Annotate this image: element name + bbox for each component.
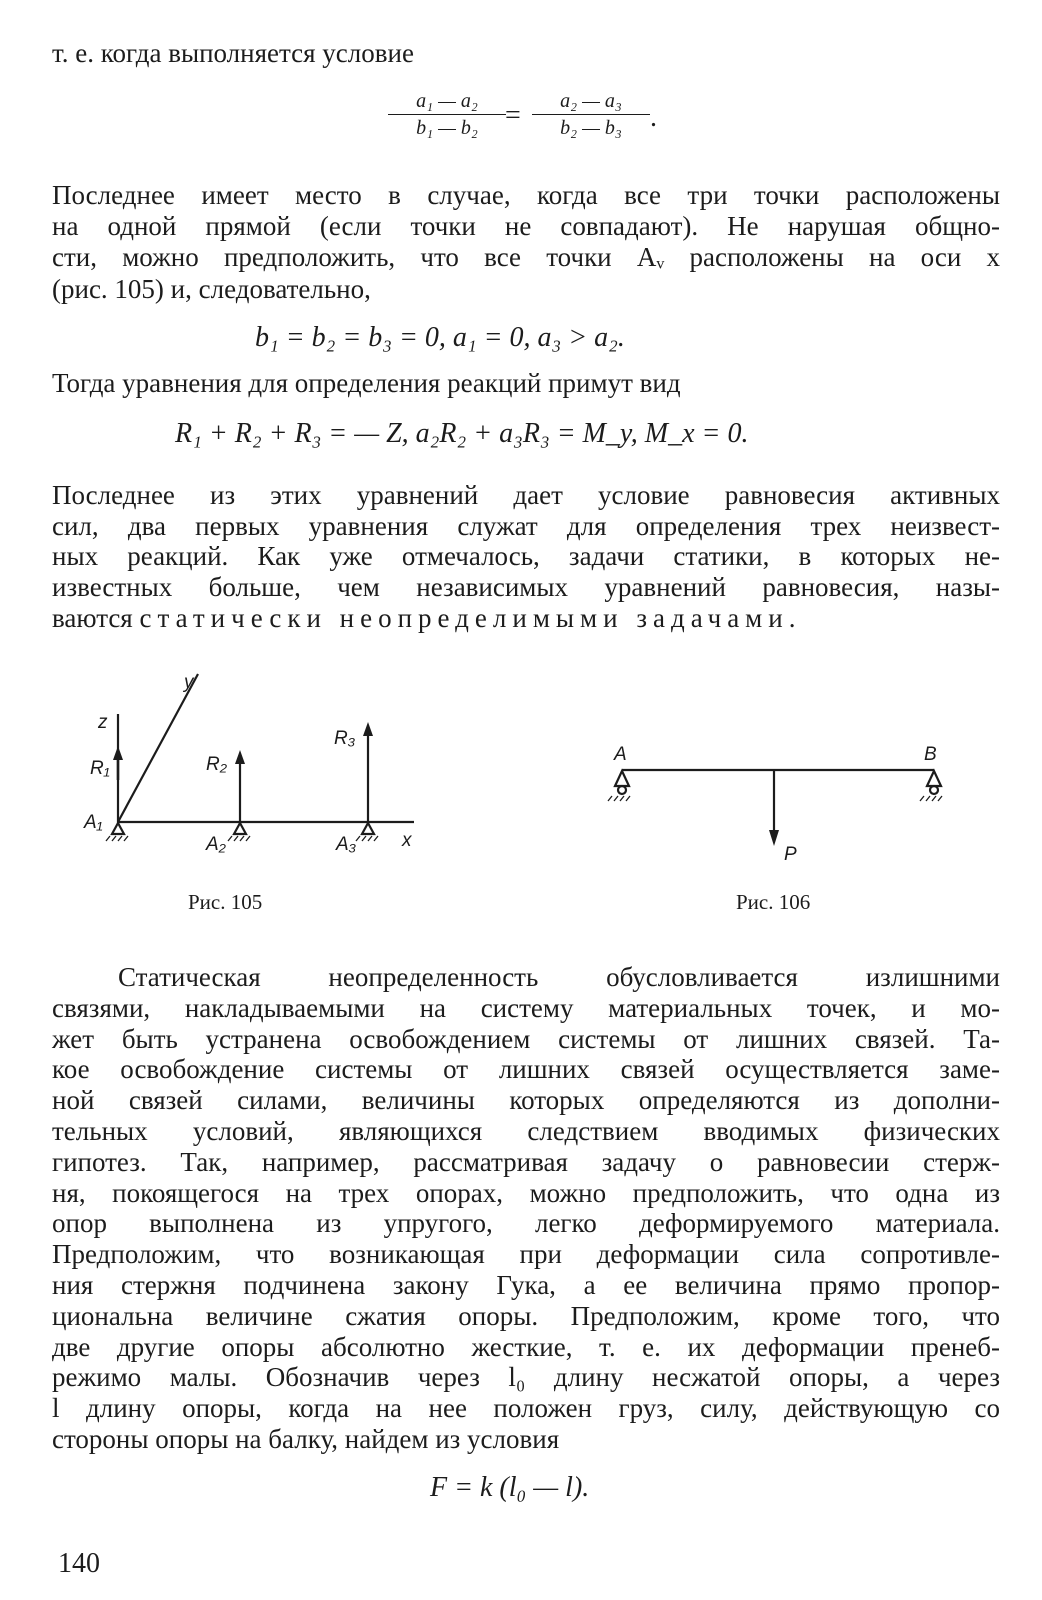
label-a: A xyxy=(614,744,627,765)
support-b xyxy=(927,771,941,786)
support-b-roller xyxy=(930,786,938,794)
label-r3: R₃ xyxy=(334,728,356,749)
text-line: режимо малы. Обозначив через l₀ длину несжатой опоры, а через xyxy=(52,1362,1000,1392)
support-a2 xyxy=(234,823,246,834)
y-axis xyxy=(118,674,198,822)
right-fraction xyxy=(532,90,650,139)
figure-105-caption: Рис. 105 xyxy=(188,890,263,914)
text-line: жет быть устранена освобождением системы от лишних связей. Та- xyxy=(52,1024,1000,1054)
emphasized-term: статически неопределимыми задачами. xyxy=(139,603,802,633)
label-a3: A₃ xyxy=(336,834,357,855)
arrowhead xyxy=(235,750,245,764)
text-line: сил, два первых уравнения служат для определения трех неизвест- xyxy=(52,511,1000,541)
text-line: на одной прямой (если точки не совпадают). Не нарушая общно- xyxy=(52,211,1000,241)
text-line: стороны опоры на балку, найдем из условия xyxy=(52,1424,560,1454)
text-line xyxy=(52,603,1000,633)
arrowhead xyxy=(113,746,123,760)
hatching xyxy=(228,836,250,841)
hatching xyxy=(608,796,630,801)
label-r2: R₂ xyxy=(206,754,227,775)
text-line: ния стержня подчинена закону Гука, а ее величина прямо пропор- xyxy=(52,1270,1000,1300)
figure-105-diagram xyxy=(80,668,420,868)
intro-line: т. е. когда выполняется условие xyxy=(52,38,414,68)
hatching xyxy=(920,796,942,801)
fraction-bar xyxy=(532,114,650,115)
left-numerator: a₁ — a₂ xyxy=(416,90,478,112)
page-number: 140 xyxy=(58,1548,100,1579)
text-line: Статическая неопределенность обусловливается излишними xyxy=(118,962,1000,992)
right-numerator: a₂ — a₃ xyxy=(560,90,622,112)
text-line: Последнее имеет место в случае, когда все три точки расположены xyxy=(52,180,1000,210)
formula-b-values: b₁ = b₂ = b₃ = 0, a₁ = 0, a₃ > a₂. xyxy=(255,322,625,353)
text-line: известных больше, чем независимых уравнений равновесия, назы- xyxy=(52,572,1000,602)
label-r1: R₁ xyxy=(90,758,110,779)
arrowhead xyxy=(769,830,779,846)
text-line: (рис. 105) и, следовательно, xyxy=(52,274,371,304)
text-line: ня, покоящегося на трех опорах, можно предположить, что одна из xyxy=(52,1178,1000,1208)
support-a-roller xyxy=(618,786,626,794)
text-line: опор выполнена из упругого, легко деформируемого материала. xyxy=(52,1208,1000,1238)
text-line: ных реакций. Как уже отмечалось, задачи статики, в которых не- xyxy=(52,541,1000,571)
label-x: x xyxy=(402,830,412,851)
text-line: тельных условий, являющихся следствием вводимых физических xyxy=(52,1116,1000,1146)
text-line: Предположим, что возникающая при деформации сила сопротивле- xyxy=(52,1239,1000,1269)
support-a xyxy=(615,771,629,786)
text-fragment: ваются xyxy=(52,603,133,633)
label-a2: A₂ xyxy=(206,834,226,855)
label-a1: A₁ xyxy=(84,812,103,833)
support-a3 xyxy=(362,823,374,834)
label-b: B xyxy=(924,744,937,765)
text-line: две другие опоры абсолютно жесткие, т. е. их деформации пренеб- xyxy=(52,1332,1000,1362)
text-line: Тогда уравнения для определения реакций примут вид xyxy=(52,368,681,398)
text-line: циональна величине сжатия опоры. Предположим, кроме того, что xyxy=(52,1301,1000,1331)
formula-force: F = k (l₀ — l). xyxy=(430,1472,590,1503)
arrowhead xyxy=(363,722,373,736)
text-line: ной связей силами, величины которых определяются из дополни- xyxy=(52,1085,1000,1115)
hatching xyxy=(106,836,128,841)
equals-sign: = xyxy=(505,100,521,131)
text-line: l длину опоры, когда на нее положен груз, силу, действующую со xyxy=(52,1393,1000,1423)
label-y: y xyxy=(184,672,194,693)
text-line: гипотез. Так, например, рассматривая задачу о равновесии стерж- xyxy=(52,1147,1000,1177)
formula-period: . xyxy=(650,102,657,133)
text-line: связями, накладываемыми на систему материальных точек, и мо- xyxy=(52,993,1000,1023)
text-line: Последнее из этих уравнений дает условие равновесия активных xyxy=(52,480,1000,510)
fraction-bar xyxy=(388,114,506,115)
text-line: сти, можно предположить, что все точки Aᵥ расположены на оси x xyxy=(52,242,1000,272)
label-p: P xyxy=(784,844,797,865)
hatching xyxy=(356,836,378,841)
figure-106-caption: Рис. 106 xyxy=(736,890,811,914)
left-denominator: b₁ — b₂ xyxy=(416,117,478,139)
support-a1 xyxy=(112,823,124,834)
left-fraction xyxy=(388,90,506,139)
formula-reactions: R₁ + R₂ + R₃ = — Z, a₂R₂ + a₃R₃ = M_y, M_x = 0. xyxy=(175,418,749,449)
label-z: z xyxy=(98,712,108,733)
figure-106-diagram xyxy=(600,738,960,868)
text-line: кое освобождение системы от лишних связей осуществляется заме- xyxy=(52,1054,1000,1084)
right-denominator: b₂ — b₃ xyxy=(560,117,622,139)
